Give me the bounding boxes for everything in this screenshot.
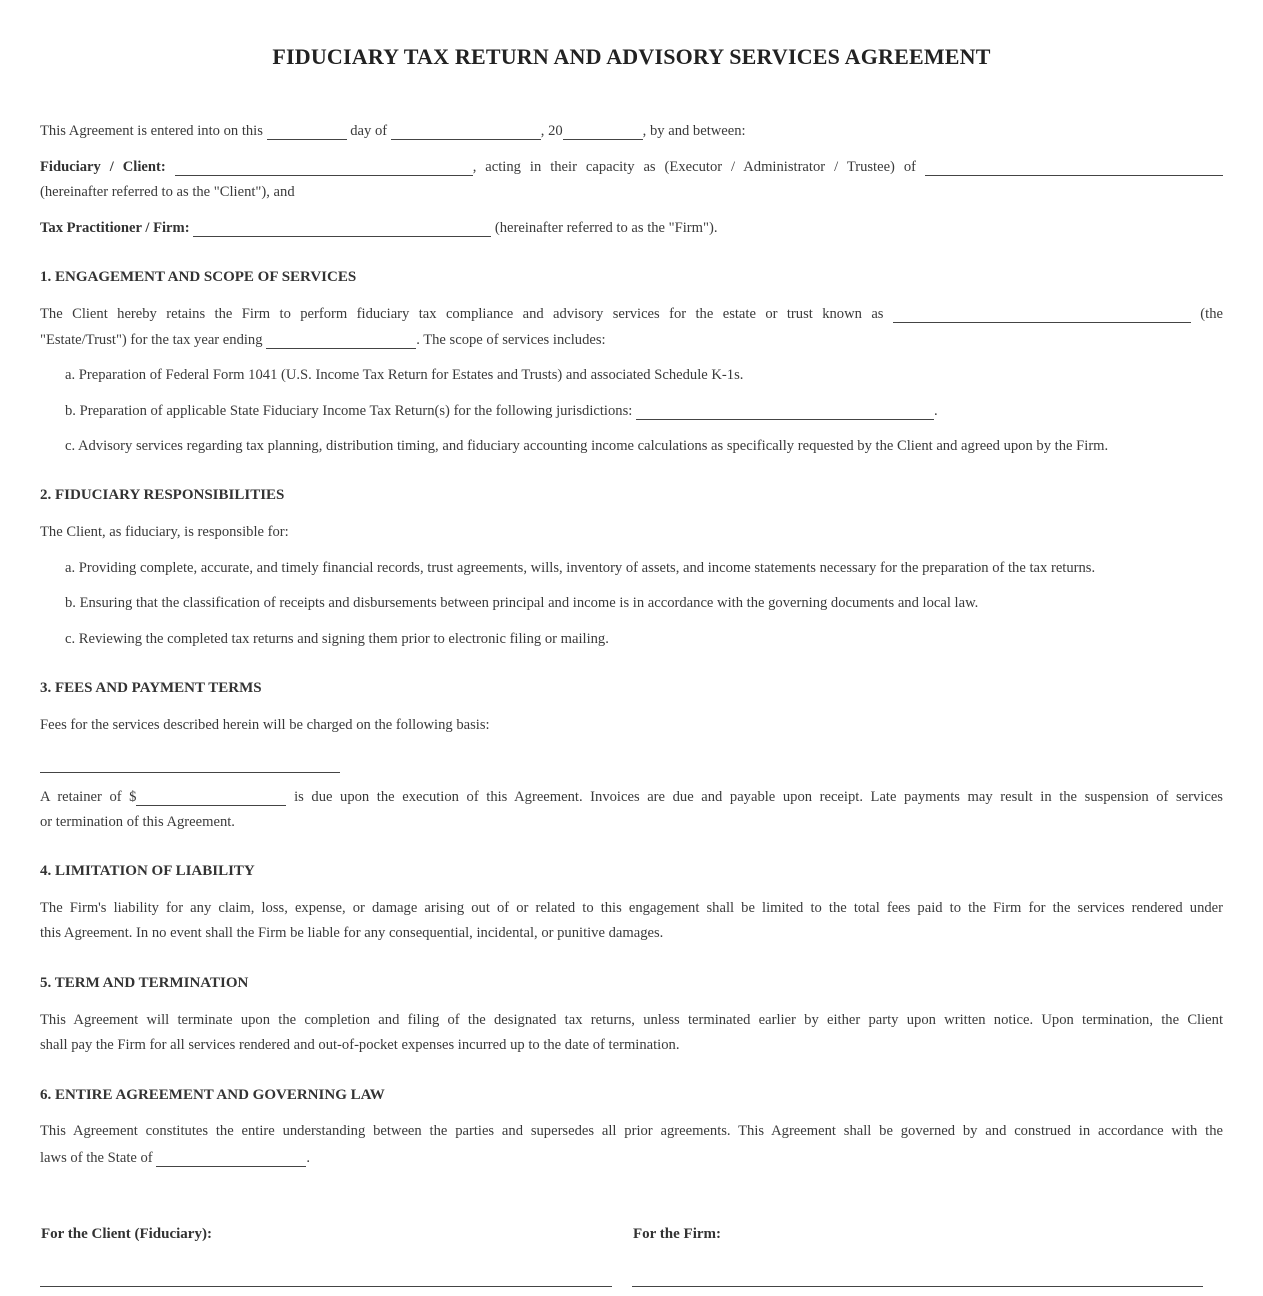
section-2-heading: 2. FIDUCIARY RESPONSIBILITIES [40, 487, 285, 503]
client-capacity-text: , acting in their capacity as (Executor / Administrator / Trustee) of [472, 159, 917, 175]
firm-signature-label: For the Firm: [633, 1226, 722, 1242]
section-1-text-3: "Estate/Trust") for the tax year ending [40, 332, 263, 348]
tax-year-field[interactable] [266, 331, 416, 349]
retainer-text-2: is due upon the execution of this Agreement. Invoices are due and payable upon receipt. Late payments may result in the suspension of services [294, 789, 1223, 805]
section-1-text-1: The Client hereby retains the Firm to perform fiduciary tax compliance and advisory services for the estate or trust known as [40, 306, 884, 322]
section-1-item-b-text: b. Preparation of applicable State Fiduciary Income Tax Return(s) for the following jurisdictions: [65, 403, 633, 419]
intro-text-3: , 20 [540, 123, 563, 139]
section-1-item-b [65, 402, 938, 420]
day-field[interactable] [267, 122, 347, 140]
section-1-line-1 [40, 305, 1223, 323]
intro-text-2: day of [350, 123, 388, 139]
year-field[interactable] [563, 122, 643, 140]
client-label: Fiduciary / Client: [40, 159, 166, 175]
intro-text-4: , by and between: [642, 123, 746, 139]
section-2-intro: The Client, as fiduciary, is responsible for: [40, 524, 289, 540]
section-1-item-b-end: . [933, 403, 938, 419]
firm-referral-text: (hereinafter referred to as the "Firm"). [494, 220, 718, 236]
section-3-heading: 3. FEES AND PAYMENT TERMS [40, 680, 262, 696]
section-6-line-1: This Agreement constitutes the entire understanding between the parties and supersedes all prior agreements. This Agreement shall be governed by and construed in accordance with the [40, 1123, 1223, 1139]
intro-line [40, 122, 746, 140]
section-1-text-4: . The scope of services includes: [416, 332, 606, 348]
section-2-item-a: a. Providing complete, accurate, and timely financial records, trust agreements, wills, inventory of assets, and income statements necessary for the preparation of the tax returns. [65, 560, 1096, 576]
client-name-field[interactable] [175, 158, 473, 176]
section-3-line-2: or termination of this Agreement. [40, 814, 235, 830]
section-5-line-1: This Agreement will terminate upon the completion and filing of the designated tax returns, unless terminated earlier by either party upon written notice. Upon termination, the Client [40, 1012, 1223, 1028]
fee-basis-field[interactable] [40, 772, 340, 773]
estate-name-field[interactable] [925, 158, 1223, 176]
section-4-line-2: this Agreement. In no event shall the Firm be liable for any consequential, incidental, or punitive damages. [40, 925, 664, 941]
section-1-text-2: (the [1200, 306, 1223, 322]
firm-name-field[interactable] [193, 219, 491, 237]
client-signature-line[interactable] [40, 1286, 612, 1287]
section-4-heading: 4. LIMITATION OF LIABILITY [40, 863, 255, 879]
firm-line [40, 219, 717, 237]
document-title: FIDUCIARY TAX RETURN AND ADVISORY SERVICES AGREEMENT [272, 44, 991, 69]
client-line [40, 158, 1223, 176]
section-3-intro: Fees for the services described herein will be charged on the following basis: [40, 717, 490, 733]
section-5-heading: 5. TERM AND TERMINATION [40, 975, 249, 991]
section-5-line-2: shall pay the Firm for all services rendered and out-of-pocket expenses incurred up to the date of termination. [40, 1037, 680, 1053]
intro-text-1: This Agreement is entered into on this [40, 123, 263, 139]
section-6-heading: 6. ENTIRE AGREEMENT AND GOVERNING LAW [40, 1087, 385, 1103]
governing-state-field[interactable] [156, 1149, 306, 1167]
section-1-heading: 1. ENGAGEMENT AND SCOPE OF SERVICES [40, 269, 357, 285]
section-2-item-c: c. Reviewing the completed tax returns and signing them prior to electronic filing or mailing. [65, 631, 609, 647]
retainer-text-1: A retainer of $ [40, 789, 137, 805]
section-4-line-1: The Firm's liability for any claim, loss, expense, or damage arising out of or related to this engagement shall be limited to the total fees paid to the Firm for the services rendered under [40, 900, 1223, 916]
retainer-amount-field[interactable] [136, 788, 286, 806]
client-signature-label: For the Client (Fiduciary): [41, 1226, 212, 1242]
month-field[interactable] [391, 122, 541, 140]
firm-label: Tax Practitioner / Firm: [40, 220, 190, 236]
section-6-line-2 [40, 1149, 310, 1167]
section-1-item-c: c. Advisory services regarding tax planning, distribution timing, and fiduciary accounting income calculations as specifically requested by the Client and agreed upon by the Firm. [65, 438, 1109, 454]
jurisdictions-field[interactable] [636, 402, 934, 420]
section-6-text-1: laws of the State of [40, 1150, 153, 1166]
estate-trust-name-field[interactable] [893, 305, 1191, 323]
section-6-text-2: . [306, 1150, 310, 1166]
client-referral-text: (hereinafter referred to as the "Client"), and [40, 184, 295, 200]
firm-signature-line[interactable] [632, 1286, 1203, 1287]
section-1-line-2 [40, 331, 606, 349]
section-3-line-1 [40, 788, 1223, 806]
section-1-item-a: a. Preparation of Federal Form 1041 (U.S. Income Tax Return for Estates and Trusts) and associated Schedule K-1s. [65, 367, 744, 383]
section-2-item-b: b. Ensuring that the classification of receipts and disbursements between principal and income is in accordance with the governing documents and local law. [65, 595, 979, 611]
